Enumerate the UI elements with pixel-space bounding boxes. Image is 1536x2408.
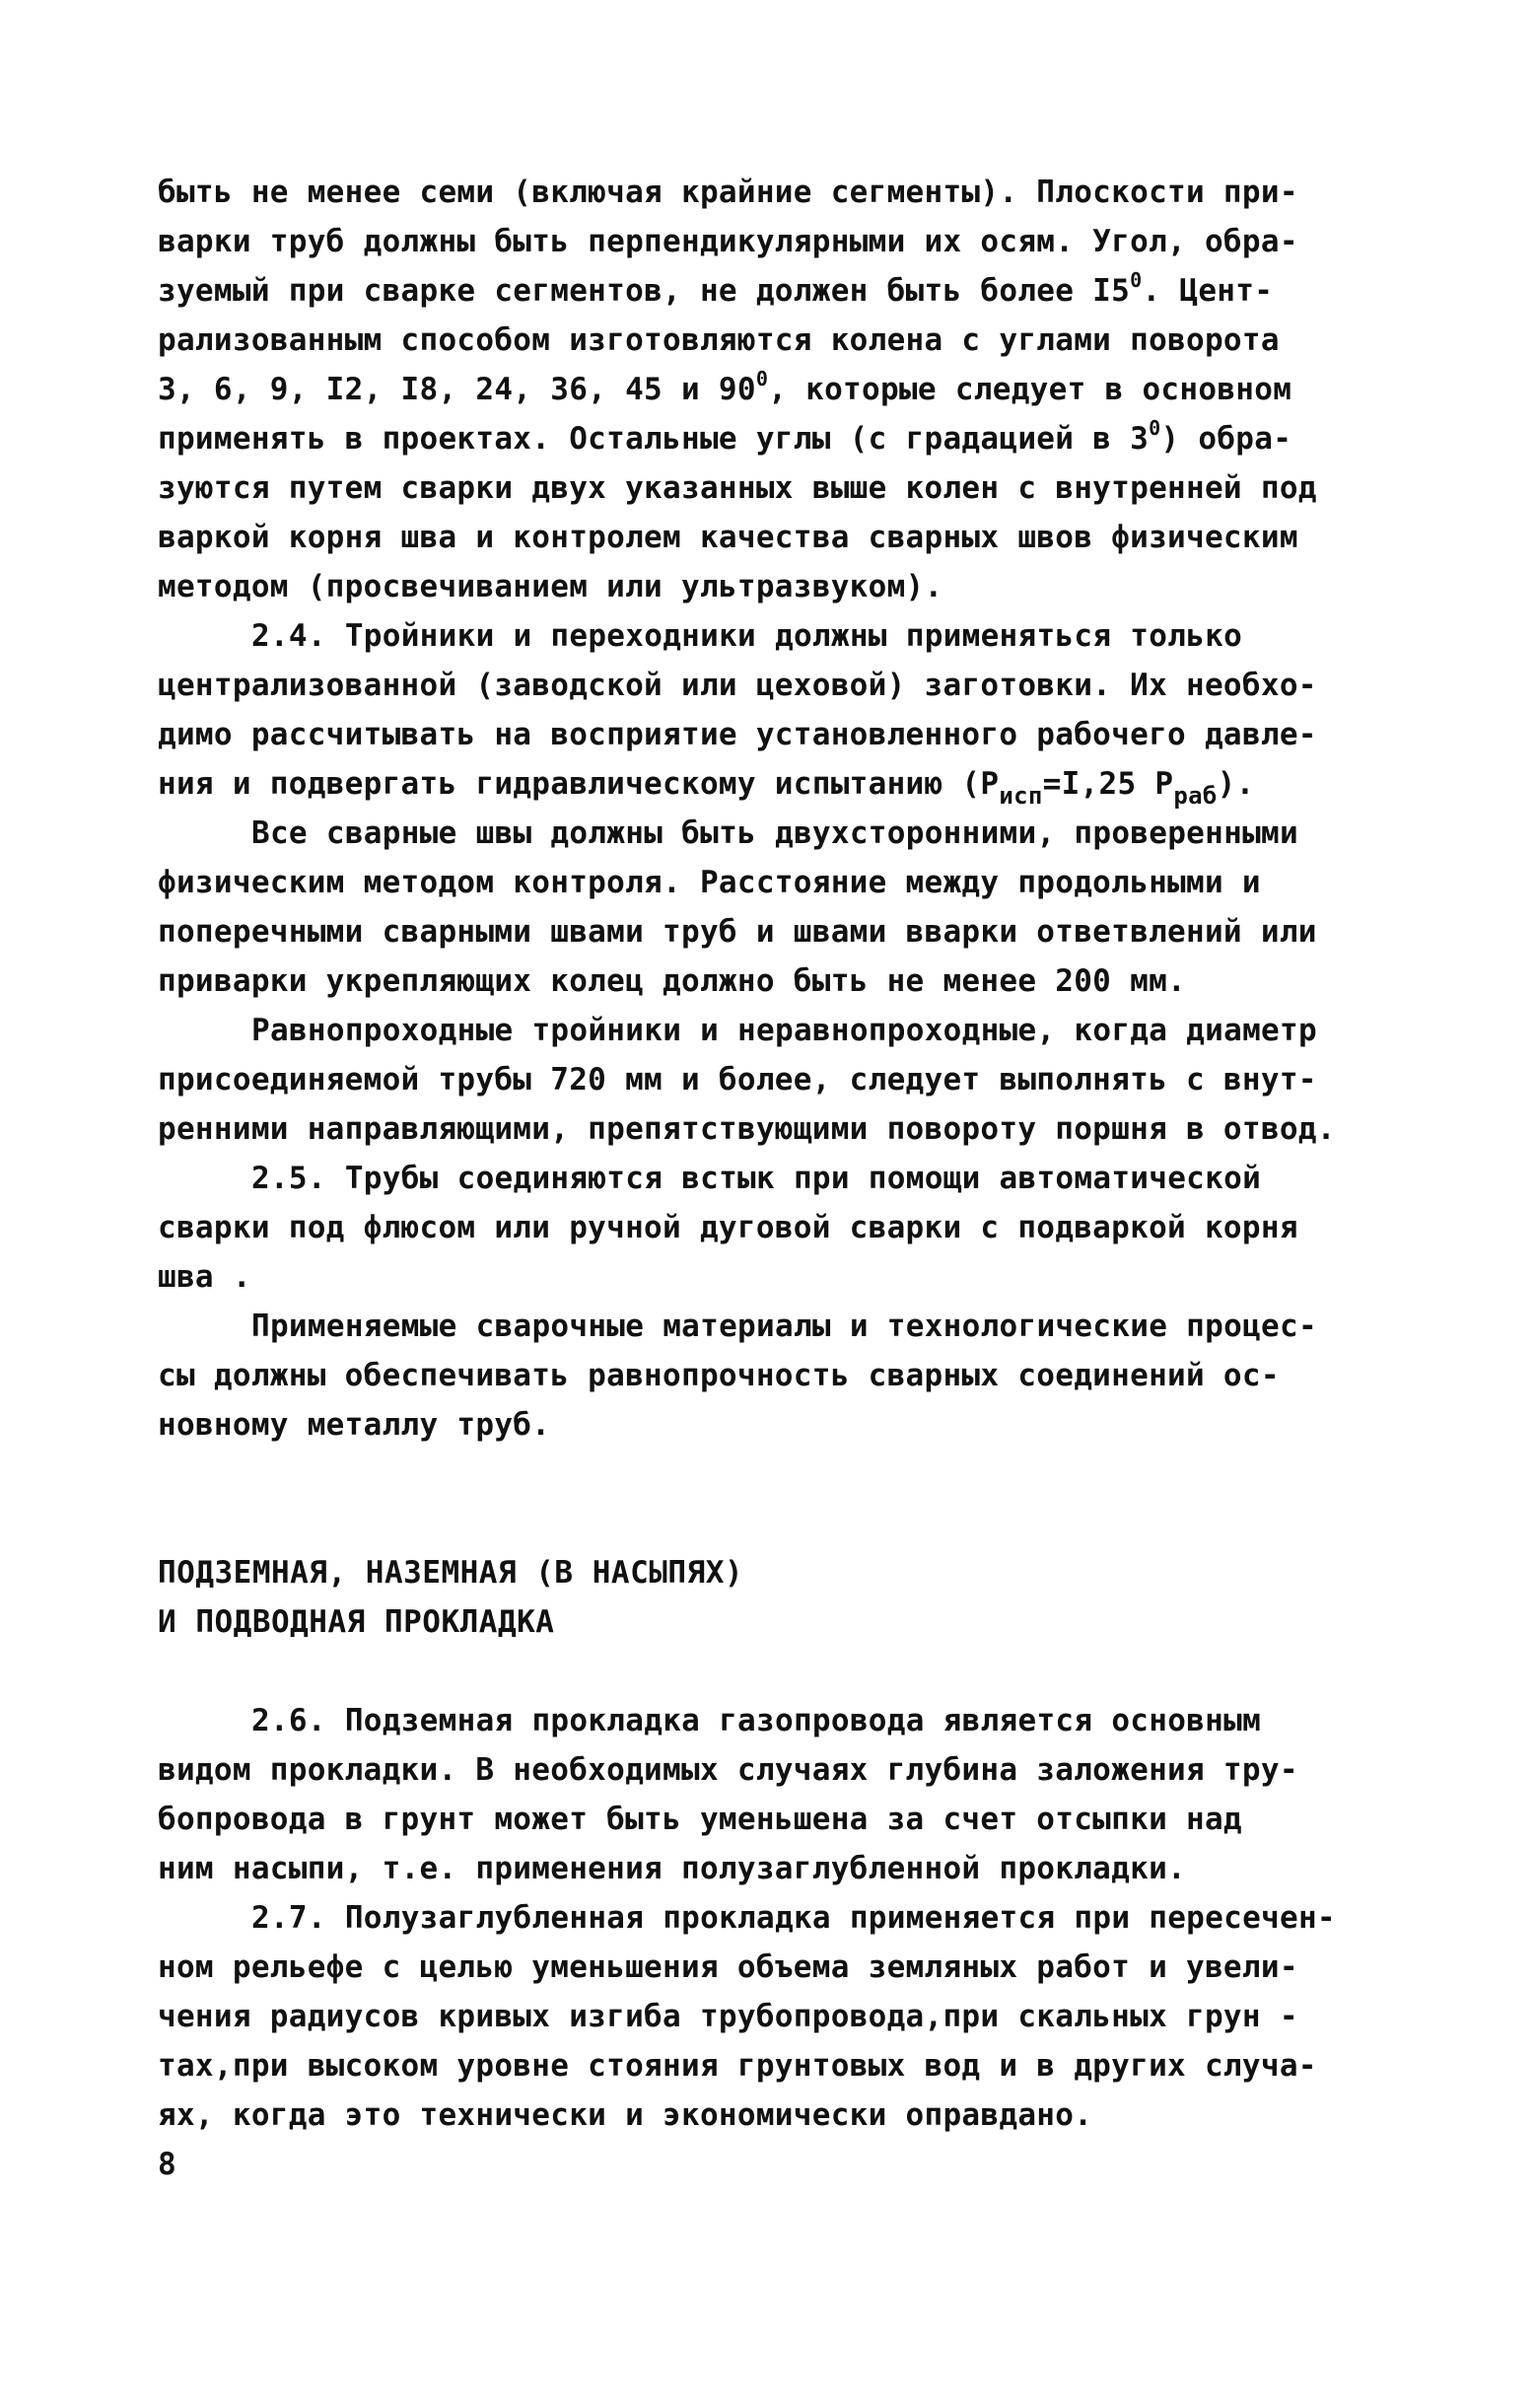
text-line: Все сварные швы должны быть двухсторонними, проверенными xyxy=(251,815,1298,851)
text-line: сварки под флюсом или ручной дуговой сварки с подваркой корня xyxy=(158,1210,1298,1245)
text-line: варки труб должны быть перпендикулярными их осям. Угол, обра- xyxy=(158,224,1298,259)
text-line: присоединяемой трубы 720 мм и более, следует выполнять с внут- xyxy=(158,1062,1317,1098)
text-line: 3, 6, 9, I2, I8, 24, 36, 45 и $90^0$, которые следует в основном xyxy=(158,367,1292,407)
text-line: рализованным способом изготовляются колена с углами поворота xyxy=(158,322,1280,358)
text-line: чения радиусов кривых изгиба трубопровода,при скальных грун - xyxy=(158,1999,1298,2034)
text-line: ном рельефе с целью уменьшения объема земляных работ и увели- xyxy=(158,1949,1298,1985)
text-line: 2.4. Тройники и переходники должны применяться только xyxy=(251,618,1243,654)
text-line: Применяемые сварочные материалы и технологические процес- xyxy=(251,1309,1317,1344)
text-line: быть не менее семи (включая крайние сегменты). Плоскости при- xyxy=(158,175,1298,210)
text-line: зуются путем сварки двух указанных выше колен с внутренней под xyxy=(158,470,1317,506)
text-line: ния и подвергать гидравлическому испытанию ($P_{исп}=I,25$ $P_{раб}$). xyxy=(158,766,1255,810)
text-line: бопровода в грунт может быть уменьшена за счет отсыпки над xyxy=(158,1802,1242,1837)
text-line: методом (просвечиванием или ультразвуком). xyxy=(158,569,943,604)
section-heading: ПОДЗЕМНАЯ, НАЗЕМНАЯ (В НАСЫПЯХ) xyxy=(158,1555,744,1591)
text-line: 2.6. Подземная прокладка газопровода является основным xyxy=(251,1703,1262,1738)
text-line: централизованной (заводской или цеховой) заготовки. Их необхо- xyxy=(158,668,1317,703)
text-line: физическим методом контроля. Расстояние между продольными и xyxy=(158,865,1261,900)
text-line: димо рассчитывать на восприятие установленного рабочего давле- xyxy=(158,717,1317,752)
text-line: ях, когда это технически и экономически оправдано. xyxy=(158,2097,1093,2133)
text-line: ним насыпи, т.е. применения полузаглубленной прокладки. xyxy=(158,1851,1186,1886)
text-line: 2.5. Трубы соединяются встык при помощи автоматической xyxy=(251,1161,1262,1196)
page-number: 8 xyxy=(158,2147,176,2182)
text-line: сы должны обеспечивать равнопрочность сварных соединений ос- xyxy=(158,1358,1280,1393)
text-line: применять в проектах. Остальные углы (с градацией в $3^0$) обра- xyxy=(158,416,1292,457)
text-line: поперечными сварными швами труб и швами вварки ответвлений или xyxy=(158,914,1317,950)
text-line: ренними направляющими, препятствующими повороту поршня в отвод. xyxy=(158,1111,1336,1147)
section-heading: И ПОДВОДНАЯ ПРОКЛАДКА xyxy=(158,1604,555,1640)
text-line: новному металлу труб. xyxy=(158,1407,551,1443)
text-line: шва . xyxy=(158,1259,251,1295)
text-line: приварки укрепляющих колец должно быть не менее 200 мм. xyxy=(158,963,1186,999)
text-line: зуемый при сварке сегментов, не должен быть более $I5^0$. Цент- xyxy=(158,268,1274,309)
text-line: варкой корня шва и контролем качества сварных швов физическим xyxy=(158,520,1298,555)
text-line: 2.7. Полузаглубленная прокладка применяется при пересечен- xyxy=(251,1900,1336,1936)
text-line: тах,при высоком уровне стояния грунтовых вод и в других случа- xyxy=(158,2048,1317,2084)
text-line: Равнопроходные тройники и неравнопроходные, когда диаметр xyxy=(251,1013,1317,1048)
text-line: видом прокладки. В необходимых случаях глубина заложения тру- xyxy=(158,1752,1298,1788)
